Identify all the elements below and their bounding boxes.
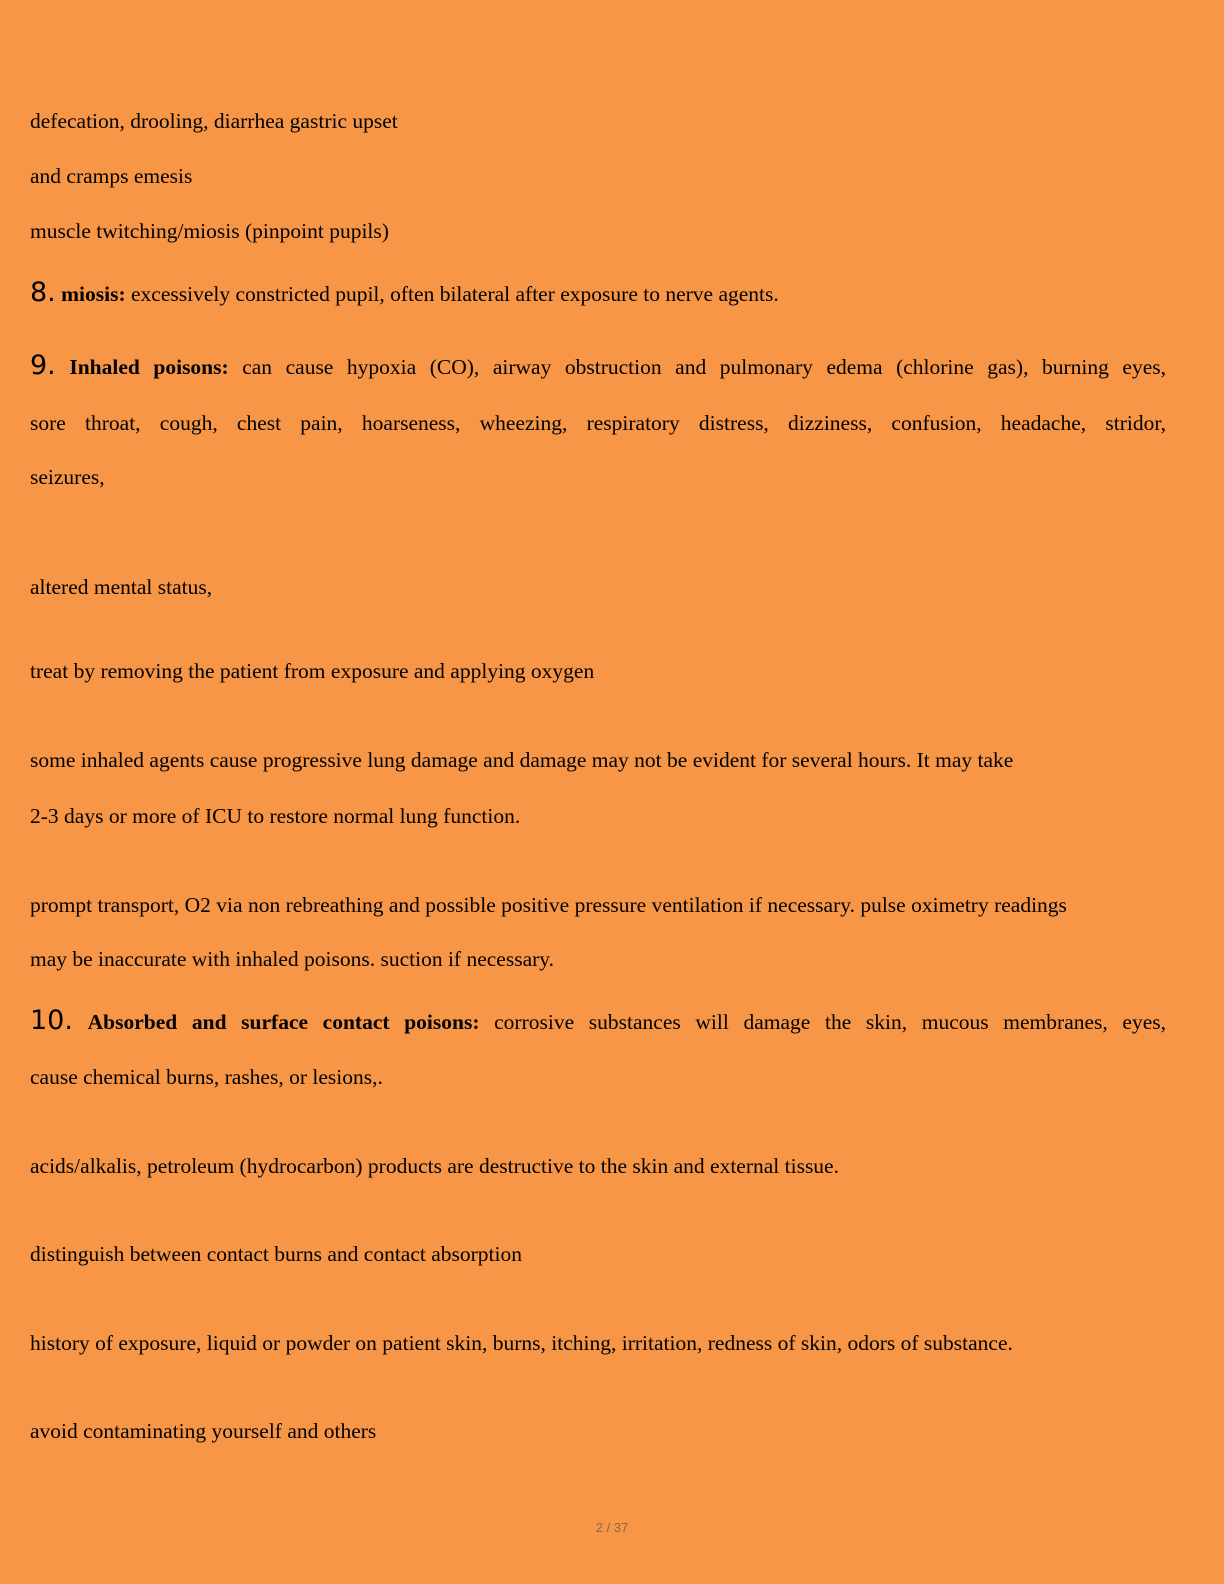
item-9-number: 9. [30,350,56,381]
item-8-term: miosis: [61,282,126,306]
body-line: 2-3 days or more of ICU to restore normal lung function. [30,804,521,828]
item-10-line-2: cause chemical burns, rashes, or lesions,. [30,1065,383,1089]
body-line: defecation, drooling, diarrhea gastric upset [30,109,398,133]
item-9-text: can cause hypoxia (CO), airway obstruction and pulmonary edema (chlorine gas), burning eyes, [228,355,1167,379]
body-line: acids/alkalis, petroleum (hydrocarbon) products are destructive to the skin and external tissue. [30,1154,839,1178]
item-9-term: Inhaled poisons: [69,355,229,379]
item-9-line-2: sore throat, cough, chest pain, hoarseness, wheezing, respiratory distress, dizziness, confusion, headache, stridor, [30,411,1166,435]
item-9-line-3: seizures, [30,465,105,489]
body-line: avoid contaminating yourself and others [30,1419,377,1443]
body-line: muscle twitching/miosis (pinpoint pupils) [30,219,389,243]
body-line: and cramps emesis [30,164,193,188]
body-line: distinguish between contact burns and contact absorption [30,1242,522,1266]
item-9-line-1 [30,350,1167,381]
item-10-term: Absorbed and surface contact poisons: [87,1010,480,1034]
body-line: treat by removing the patient from exposure and applying oxygen [30,659,595,683]
item-8-number: 8. [30,277,56,308]
body-line: altered mental status, [30,575,213,599]
item-8-text: excessively constricted pupil, often bilateral after exposure to nerve agents. [125,282,779,306]
item-10-number: 10. [30,1005,73,1036]
item-8-line [30,277,779,308]
body-line: history of exposure, liquid or powder on patient skin, burns, itching, irritation, redness of skin, odors of substance. [30,1331,1013,1355]
item-10-text: corrosive substances will damage the skin, mucous membranes, eyes, [479,1010,1166,1034]
body-line: may be inaccurate with inhaled poisons. suction if necessary. [30,947,554,971]
body-line: some inhaled agents cause progressive lung damage and damage may not be evident for several hours. It may take [30,748,1014,772]
item-10-line-1 [30,1005,1166,1036]
page-number: 2 / 37 [595,1520,629,1535]
body-line: prompt transport, O2 via non rebreathing and possible positive pressure ventilation if necessary. pulse oximetry readings [30,893,1067,917]
